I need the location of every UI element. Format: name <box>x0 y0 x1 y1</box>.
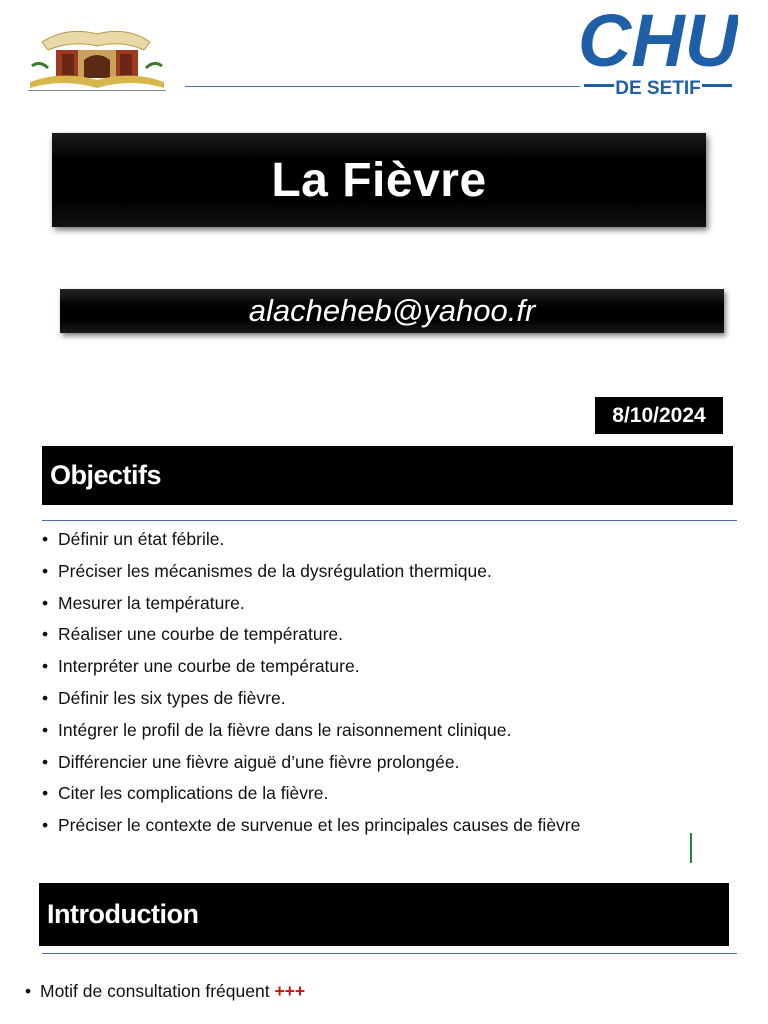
list-item: • Interpréter une courbe de température. <box>42 656 360 677</box>
title-banner <box>52 133 706 227</box>
header-divider <box>185 86 580 87</box>
objectifs-divider <box>42 520 737 521</box>
objectifs-heading-bar <box>42 446 733 505</box>
list-item: • Citer les complications de la fièvre. <box>42 783 329 804</box>
chu-logo <box>578 0 738 100</box>
list-item: • Différencier une fièvre aiguë d’une fièvre prolongée. <box>42 751 460 772</box>
list-item: • Préciser les mécanismes de la dysrégulation thermique. <box>42 560 492 581</box>
author-email: alacheheb@yahoo.fr <box>248 293 536 328</box>
emphasis-mark: +++ <box>274 981 306 1001</box>
list-item: • Motif de consultation fréquent +++ <box>25 981 306 1001</box>
list-item: • Définir un état fébrile. <box>42 529 225 549</box>
objectifs-list <box>42 524 742 842</box>
university-logo <box>22 20 172 98</box>
introduction-heading-bar <box>39 883 729 946</box>
intro-item-text: Motif de consultation fréquent <box>40 981 275 1001</box>
list-item: • Définir les six types de fièvre. <box>42 687 286 708</box>
chu-logo-sub: DE SETIF <box>615 78 701 99</box>
list-item: • Réaliser une courbe de température. <box>42 624 344 645</box>
list-item: • Intégrer le profil de la fièvre dans le raisonnement clinique. <box>42 719 512 740</box>
chu-logo-main: CHU <box>578 0 738 82</box>
introduction-divider <box>42 953 737 954</box>
text-cursor <box>690 833 692 863</box>
objectifs-heading: Objectifs <box>50 460 162 490</box>
list-item: • Préciser le contexte de survenue et les principales causes de fièvre <box>42 815 581 836</box>
list-item: • Mesurer la température. <box>42 592 245 613</box>
page-title: La Fièvre <box>271 153 487 207</box>
introduction-heading: Introduction <box>47 899 199 929</box>
date-badge <box>595 397 723 434</box>
email-banner <box>60 289 724 333</box>
date-text: 8/10/2024 <box>612 403 706 427</box>
